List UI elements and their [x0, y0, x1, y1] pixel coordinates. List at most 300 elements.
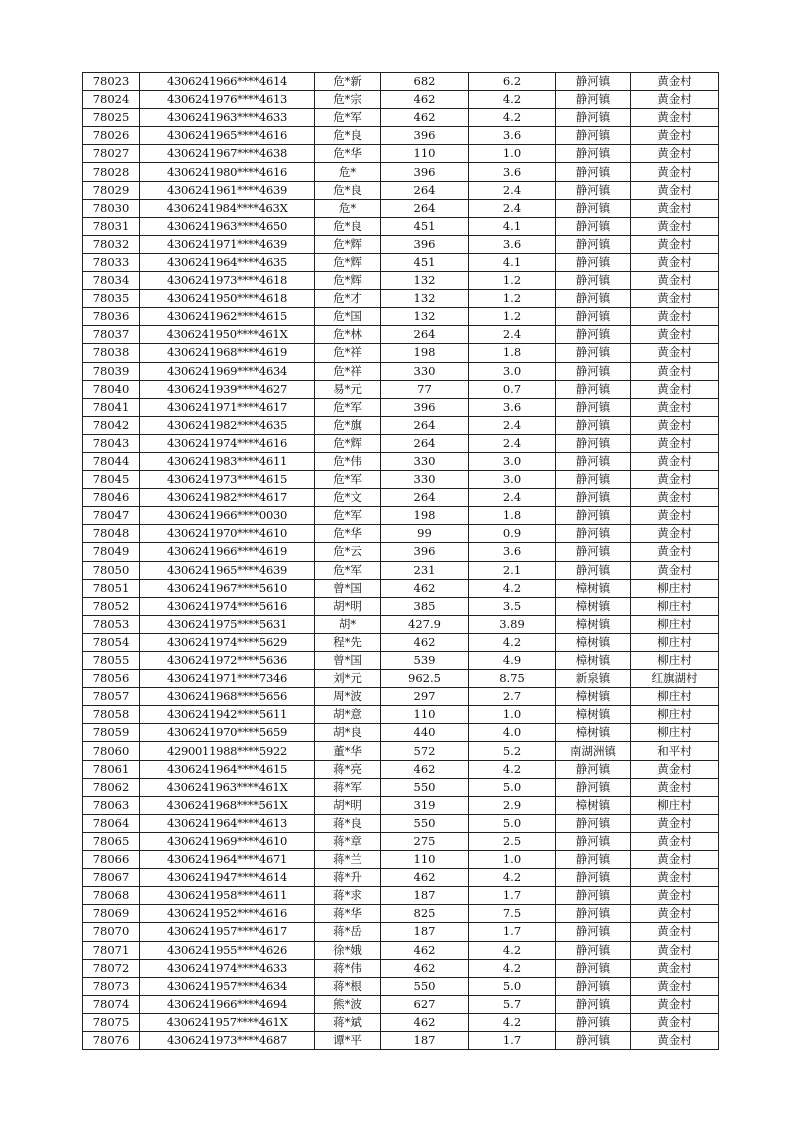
cell-town: 静河镇 [556, 760, 631, 778]
cell-id-number: 4306241966****4614 [140, 73, 315, 91]
table-row [83, 796, 719, 814]
cell-area: 5.0 [469, 814, 556, 832]
table-row [83, 959, 719, 977]
table-row [83, 1031, 719, 1049]
cell-name: 危*良 [315, 181, 381, 199]
table-row [83, 362, 719, 380]
cell-area: 3.89 [469, 615, 556, 633]
cell-area: 5.0 [469, 977, 556, 995]
table-row [83, 832, 719, 850]
cell-amount: 396 [381, 127, 469, 145]
cell-id-number: 4306241968****4619 [140, 344, 315, 362]
cell-record-number: 78062 [83, 778, 140, 796]
cell-name: 危*祥 [315, 362, 381, 380]
cell-record-number: 78051 [83, 579, 140, 597]
cell-name: 危*军 [315, 398, 381, 416]
cell-amount: 132 [381, 308, 469, 326]
cell-town: 静河镇 [556, 543, 631, 561]
cell-record-number: 78035 [83, 290, 140, 308]
cell-village: 黄金村 [631, 561, 719, 579]
table-row [83, 543, 719, 561]
table-row [83, 507, 719, 525]
table-row [83, 452, 719, 470]
cell-name: 蒋*斌 [315, 1013, 381, 1031]
cell-record-number: 78037 [83, 326, 140, 344]
cell-record-number: 78042 [83, 416, 140, 434]
table-row [83, 814, 719, 832]
table-row [83, 217, 719, 235]
cell-id-number: 4306241975****5631 [140, 615, 315, 633]
cell-amount: 427.9 [381, 615, 469, 633]
cell-village: 黄金村 [631, 814, 719, 832]
cell-name: 危*辉 [315, 253, 381, 271]
cell-id-number: 4306241965****4616 [140, 127, 315, 145]
cell-town: 静河镇 [556, 995, 631, 1013]
cell-id-number: 4306241971****4639 [140, 235, 315, 253]
cell-record-number: 78049 [83, 543, 140, 561]
cell-amount: 462 [381, 869, 469, 887]
cell-id-number: 4306241958****4611 [140, 887, 315, 905]
cell-village: 黄金村 [631, 308, 719, 326]
cell-village: 黄金村 [631, 507, 719, 525]
cell-record-number: 78076 [83, 1031, 140, 1049]
cell-record-number: 78047 [83, 507, 140, 525]
cell-area: 1.8 [469, 507, 556, 525]
cell-record-number: 78056 [83, 670, 140, 688]
cell-town: 静河镇 [556, 1013, 631, 1031]
cell-name: 蒋*章 [315, 832, 381, 850]
cell-record-number: 78039 [83, 362, 140, 380]
cell-village: 柳庄村 [631, 615, 719, 633]
cell-name: 危*才 [315, 290, 381, 308]
cell-town: 樟树镇 [556, 633, 631, 651]
cell-name: 危* [315, 199, 381, 217]
table-row [83, 525, 719, 543]
cell-id-number: 4306241942****5611 [140, 706, 315, 724]
cell-area: 4.2 [469, 941, 556, 959]
cell-amount: 187 [381, 1031, 469, 1049]
table-row [83, 724, 719, 742]
cell-village: 黄金村 [631, 887, 719, 905]
records-table [82, 72, 719, 1050]
cell-village: 黄金村 [631, 760, 719, 778]
cell-town: 静河镇 [556, 851, 631, 869]
cell-record-number: 78048 [83, 525, 140, 543]
cell-record-number: 78060 [83, 742, 140, 760]
cell-village: 黄金村 [631, 471, 719, 489]
cell-record-number: 78065 [83, 832, 140, 850]
cell-area: 5.7 [469, 995, 556, 1013]
cell-id-number: 4306241969****4634 [140, 362, 315, 380]
table-row [83, 471, 719, 489]
cell-name: 危*云 [315, 543, 381, 561]
cell-town: 静河镇 [556, 452, 631, 470]
cell-area: 2.5 [469, 832, 556, 850]
cell-town: 静河镇 [556, 326, 631, 344]
cell-name: 蒋*良 [315, 814, 381, 832]
cell-name: 曾*国 [315, 652, 381, 670]
cell-name: 危*良 [315, 127, 381, 145]
table-row [83, 308, 719, 326]
cell-amount: 110 [381, 706, 469, 724]
table-row [83, 688, 719, 706]
cell-amount: 550 [381, 977, 469, 995]
cell-village: 黄金村 [631, 543, 719, 561]
cell-record-number: 78053 [83, 615, 140, 633]
cell-name: 蒋*军 [315, 778, 381, 796]
cell-amount: 550 [381, 814, 469, 832]
cell-id-number: 4306241966****4619 [140, 543, 315, 561]
cell-town: 静河镇 [556, 181, 631, 199]
cell-town: 静河镇 [556, 507, 631, 525]
cell-area: 1.7 [469, 1031, 556, 1049]
cell-amount: 462 [381, 633, 469, 651]
cell-village: 柳庄村 [631, 706, 719, 724]
table-row [83, 235, 719, 253]
cell-town: 樟树镇 [556, 706, 631, 724]
cell-name: 周*波 [315, 688, 381, 706]
cell-area: 8.75 [469, 670, 556, 688]
cell-record-number: 78055 [83, 652, 140, 670]
cell-amount: 319 [381, 796, 469, 814]
cell-village: 黄金村 [631, 398, 719, 416]
cell-area: 0.9 [469, 525, 556, 543]
cell-village: 黄金村 [631, 109, 719, 127]
cell-id-number: 4306241982****4617 [140, 489, 315, 507]
cell-id-number: 4306241967****5610 [140, 579, 315, 597]
cell-record-number: 78038 [83, 344, 140, 362]
cell-town: 静河镇 [556, 145, 631, 163]
cell-town: 静河镇 [556, 362, 631, 380]
cell-name: 胡*明 [315, 597, 381, 615]
cell-village: 黄金村 [631, 434, 719, 452]
cell-village: 黄金村 [631, 416, 719, 434]
cell-id-number: 4306241964****4671 [140, 851, 315, 869]
cell-amount: 330 [381, 452, 469, 470]
cell-village: 黄金村 [631, 235, 719, 253]
cell-area: 0.7 [469, 380, 556, 398]
cell-name: 胡* [315, 615, 381, 633]
cell-record-number: 78050 [83, 561, 140, 579]
cell-id-number: 4306241973****4615 [140, 471, 315, 489]
table-row [83, 941, 719, 959]
cell-name: 蒋*根 [315, 977, 381, 995]
cell-id-number: 4306241963****4633 [140, 109, 315, 127]
cell-town: 静河镇 [556, 887, 631, 905]
cell-village: 柳庄村 [631, 796, 719, 814]
cell-name: 胡*意 [315, 706, 381, 724]
cell-record-number: 78032 [83, 235, 140, 253]
cell-id-number: 4306241982****4635 [140, 416, 315, 434]
cell-town: 静河镇 [556, 561, 631, 579]
cell-area: 2.1 [469, 561, 556, 579]
cell-record-number: 78071 [83, 941, 140, 959]
cell-area: 4.2 [469, 579, 556, 597]
cell-area: 2.4 [469, 199, 556, 217]
cell-name: 曾*国 [315, 579, 381, 597]
cell-name: 谭*平 [315, 1031, 381, 1049]
cell-village: 黄金村 [631, 851, 719, 869]
cell-name: 熊*波 [315, 995, 381, 1013]
cell-amount: 330 [381, 362, 469, 380]
cell-name: 徐*娥 [315, 941, 381, 959]
table-row [83, 253, 719, 271]
cell-id-number: 4306241955****4626 [140, 941, 315, 959]
cell-village: 柳庄村 [631, 597, 719, 615]
cell-id-number: 4306241967****4638 [140, 145, 315, 163]
cell-village: 黄金村 [631, 1013, 719, 1031]
cell-amount: 825 [381, 905, 469, 923]
cell-amount: 451 [381, 217, 469, 235]
cell-amount: 264 [381, 416, 469, 434]
cell-village: 红旗湖村 [631, 670, 719, 688]
cell-id-number: 4306241973****4687 [140, 1031, 315, 1049]
cell-id-number: 4306241969****4610 [140, 832, 315, 850]
cell-area: 4.0 [469, 724, 556, 742]
cell-town: 静河镇 [556, 525, 631, 543]
table-row [83, 977, 719, 995]
cell-id-number: 4306241970****5659 [140, 724, 315, 742]
cell-record-number: 78025 [83, 109, 140, 127]
cell-area: 2.4 [469, 416, 556, 434]
cell-record-number: 78054 [83, 633, 140, 651]
cell-amount: 385 [381, 597, 469, 615]
cell-village: 黄金村 [631, 199, 719, 217]
cell-record-number: 78063 [83, 796, 140, 814]
cell-area: 3.5 [469, 597, 556, 615]
cell-town: 静河镇 [556, 163, 631, 181]
cell-name: 胡*良 [315, 724, 381, 742]
table-row [83, 670, 719, 688]
cell-record-number: 78023 [83, 73, 140, 91]
cell-name: 蒋*兰 [315, 851, 381, 869]
cell-amount: 539 [381, 652, 469, 670]
cell-name: 危*辉 [315, 434, 381, 452]
cell-area: 1.0 [469, 145, 556, 163]
cell-amount: 462 [381, 941, 469, 959]
cell-id-number: 4306241970****4610 [140, 525, 315, 543]
cell-town: 静河镇 [556, 977, 631, 995]
cell-area: 1.2 [469, 308, 556, 326]
table-row [83, 326, 719, 344]
table-row [83, 145, 719, 163]
cell-area: 4.2 [469, 109, 556, 127]
cell-record-number: 78033 [83, 253, 140, 271]
cell-town: 静河镇 [556, 869, 631, 887]
cell-area: 4.9 [469, 652, 556, 670]
cell-area: 5.0 [469, 778, 556, 796]
cell-town: 静河镇 [556, 73, 631, 91]
cell-village: 黄金村 [631, 1031, 719, 1049]
cell-name: 危*祥 [315, 344, 381, 362]
cell-record-number: 78040 [83, 380, 140, 398]
table-row [83, 923, 719, 941]
cell-amount: 550 [381, 778, 469, 796]
cell-amount: 462 [381, 579, 469, 597]
cell-town: 静河镇 [556, 1031, 631, 1049]
cell-name: 危*华 [315, 145, 381, 163]
cell-name: 危*军 [315, 109, 381, 127]
cell-amount: 110 [381, 145, 469, 163]
cell-town: 静河镇 [556, 905, 631, 923]
cell-village: 黄金村 [631, 489, 719, 507]
cell-town: 静河镇 [556, 217, 631, 235]
cell-amount: 462 [381, 760, 469, 778]
cell-amount: 462 [381, 91, 469, 109]
cell-id-number: 4306241980****4616 [140, 163, 315, 181]
cell-town: 樟树镇 [556, 597, 631, 615]
cell-name: 危* [315, 163, 381, 181]
table-row [83, 851, 719, 869]
cell-area: 1.7 [469, 887, 556, 905]
cell-id-number: 4306241964****4613 [140, 814, 315, 832]
cell-village: 黄金村 [631, 923, 719, 941]
cell-name: 胡*明 [315, 796, 381, 814]
cell-record-number: 78070 [83, 923, 140, 941]
cell-town: 静河镇 [556, 253, 631, 271]
cell-name: 程*先 [315, 633, 381, 651]
cell-amount: 396 [381, 163, 469, 181]
cell-id-number: 4306241971****7346 [140, 670, 315, 688]
cell-town: 静河镇 [556, 127, 631, 145]
cell-amount: 462 [381, 109, 469, 127]
cell-record-number: 78075 [83, 1013, 140, 1031]
cell-area: 6.2 [469, 73, 556, 91]
cell-name: 董*华 [315, 742, 381, 760]
table-row [83, 181, 719, 199]
cell-name: 危*国 [315, 308, 381, 326]
cell-village: 黄金村 [631, 525, 719, 543]
cell-name: 危*林 [315, 326, 381, 344]
cell-village: 黄金村 [631, 832, 719, 850]
cell-town: 樟树镇 [556, 796, 631, 814]
cell-area: 3.6 [469, 543, 556, 561]
cell-village: 黄金村 [631, 91, 719, 109]
cell-village: 黄金村 [631, 344, 719, 362]
cell-town: 静河镇 [556, 959, 631, 977]
table-row [83, 416, 719, 434]
cell-record-number: 78069 [83, 905, 140, 923]
cell-area: 3.0 [469, 452, 556, 470]
cell-town: 南湖洲镇 [556, 742, 631, 760]
cell-town: 静河镇 [556, 416, 631, 434]
cell-village: 柳庄村 [631, 688, 719, 706]
cell-name: 危*华 [315, 525, 381, 543]
cell-name: 蒋*求 [315, 887, 381, 905]
cell-area: 3.0 [469, 362, 556, 380]
cell-name: 刘*元 [315, 670, 381, 688]
cell-record-number: 78067 [83, 869, 140, 887]
cell-town: 樟树镇 [556, 724, 631, 742]
cell-id-number: 4306241971****4617 [140, 398, 315, 416]
cell-area: 3.6 [469, 235, 556, 253]
cell-id-number: 4306241957****4634 [140, 977, 315, 995]
cell-id-number: 4306241939****4627 [140, 380, 315, 398]
cell-amount: 132 [381, 290, 469, 308]
table-row [83, 597, 719, 615]
cell-town: 静河镇 [556, 941, 631, 959]
cell-record-number: 78057 [83, 688, 140, 706]
cell-village: 黄金村 [631, 163, 719, 181]
cell-name: 危*辉 [315, 235, 381, 253]
cell-village: 黄金村 [631, 959, 719, 977]
cell-area: 1.0 [469, 851, 556, 869]
cell-id-number: 4306241983****4611 [140, 452, 315, 470]
cell-village: 柳庄村 [631, 633, 719, 651]
cell-record-number: 78066 [83, 851, 140, 869]
cell-record-number: 78028 [83, 163, 140, 181]
cell-name: 危*新 [315, 73, 381, 91]
cell-amount: 330 [381, 471, 469, 489]
cell-amount: 231 [381, 561, 469, 579]
cell-town: 樟树镇 [556, 652, 631, 670]
cell-area: 3.6 [469, 127, 556, 145]
table-row [83, 398, 719, 416]
table-row [83, 73, 719, 91]
cell-amount: 187 [381, 923, 469, 941]
cell-area: 2.7 [469, 688, 556, 706]
cell-id-number: 4306241968****561X [140, 796, 315, 814]
table-row [83, 290, 719, 308]
cell-town: 静河镇 [556, 344, 631, 362]
table-row [83, 995, 719, 1013]
table-row [83, 489, 719, 507]
cell-amount: 682 [381, 73, 469, 91]
cell-id-number: 4306241966****0030 [140, 507, 315, 525]
cell-amount: 627 [381, 995, 469, 1013]
cell-town: 樟树镇 [556, 579, 631, 597]
cell-name: 蒋*亮 [315, 760, 381, 778]
cell-amount: 396 [381, 543, 469, 561]
cell-village: 黄金村 [631, 272, 719, 290]
cell-id-number: 4306241947****4614 [140, 869, 315, 887]
cell-area: 2.4 [469, 181, 556, 199]
cell-id-number: 4306241974****5629 [140, 633, 315, 651]
cell-amount: 440 [381, 724, 469, 742]
table-row [83, 561, 719, 579]
table-row [83, 905, 719, 923]
cell-village: 和平村 [631, 742, 719, 760]
cell-town: 新泉镇 [556, 670, 631, 688]
cell-village: 黄金村 [631, 290, 719, 308]
cell-amount: 297 [381, 688, 469, 706]
table-row [83, 109, 719, 127]
cell-record-number: 78024 [83, 91, 140, 109]
cell-id-number: 4306241950****461X [140, 326, 315, 344]
cell-id-number: 4306241974****5616 [140, 597, 315, 615]
cell-name: 危*文 [315, 489, 381, 507]
cell-record-number: 78029 [83, 181, 140, 199]
cell-area: 1.2 [469, 290, 556, 308]
table-row [83, 760, 719, 778]
cell-amount: 396 [381, 235, 469, 253]
cell-amount: 264 [381, 199, 469, 217]
cell-town: 静河镇 [556, 398, 631, 416]
cell-area: 5.2 [469, 742, 556, 760]
cell-town: 静河镇 [556, 434, 631, 452]
cell-village: 柳庄村 [631, 724, 719, 742]
cell-id-number: 4306241965****4639 [140, 561, 315, 579]
cell-town: 樟树镇 [556, 615, 631, 633]
cell-village: 黄金村 [631, 995, 719, 1013]
cell-town: 静河镇 [556, 778, 631, 796]
cell-amount: 198 [381, 344, 469, 362]
cell-area: 2.9 [469, 796, 556, 814]
cell-record-number: 78059 [83, 724, 140, 742]
cell-amount: 77 [381, 380, 469, 398]
cell-id-number: 4306241963****4650 [140, 217, 315, 235]
cell-amount: 187 [381, 887, 469, 905]
